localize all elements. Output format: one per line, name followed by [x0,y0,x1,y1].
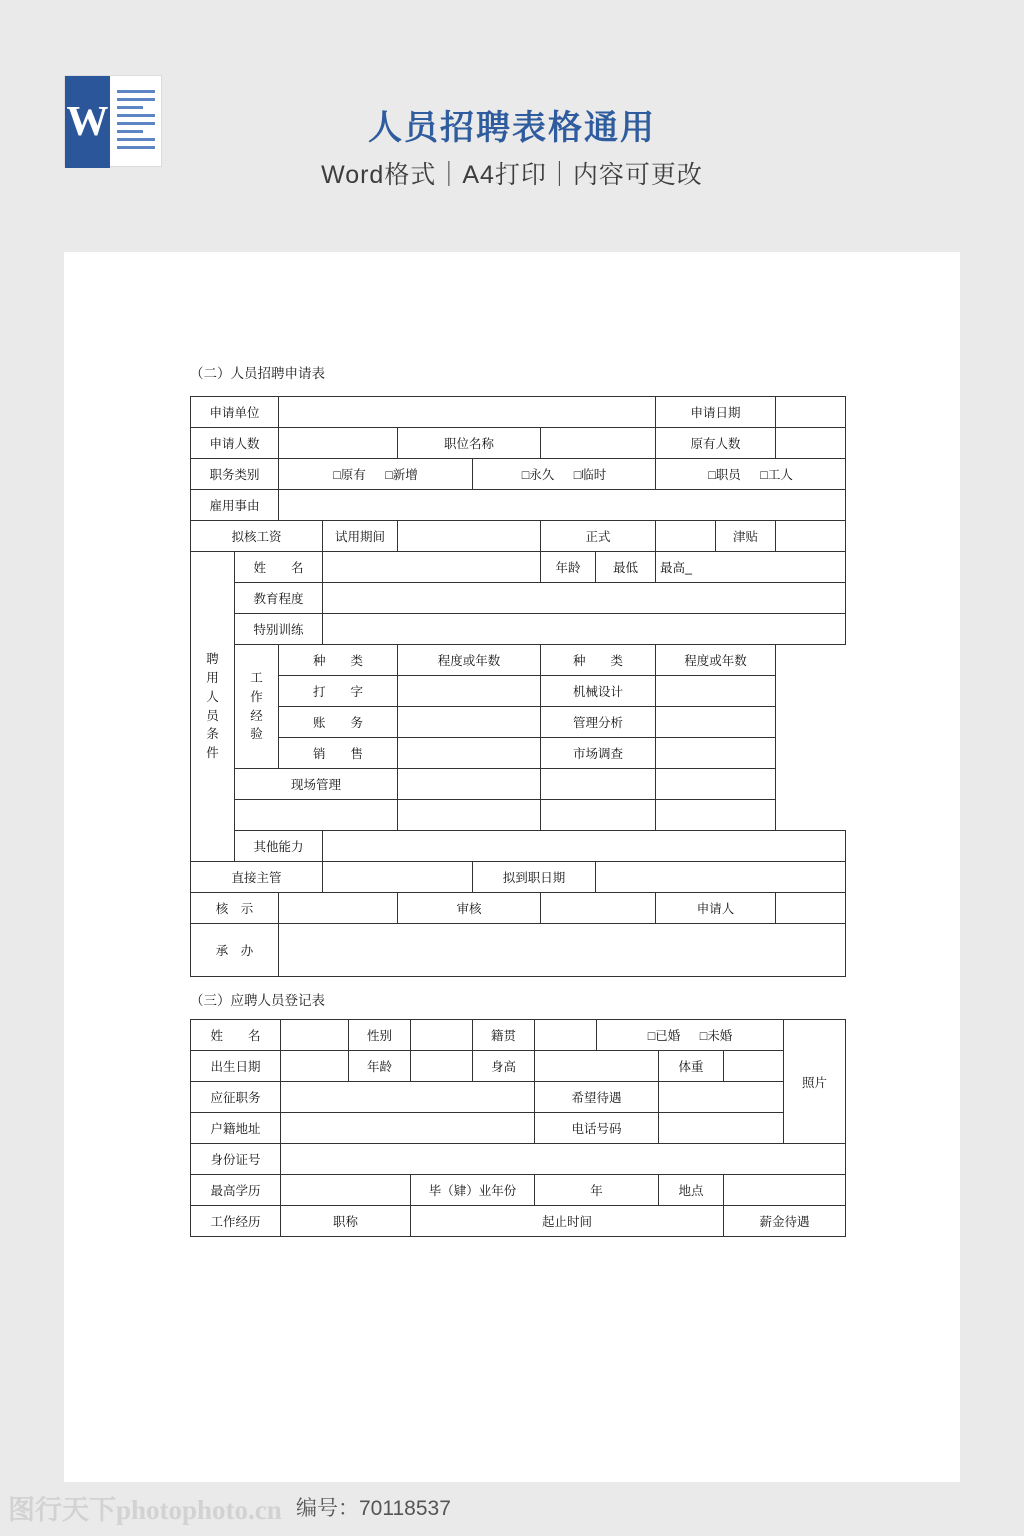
label-apply-count: 申请人数 [191,428,279,459]
applicant-registration-table [190,1019,846,1237]
label-reg-name: 姓 名 [191,1020,281,1051]
label-weight: 体重 [659,1051,724,1082]
label-expected-salary: 希望待遇 [535,1082,659,1113]
label-birth-date: 出生日期 [191,1051,281,1082]
label-gender: 性别 [349,1020,411,1051]
field-position-name[interactable] [541,428,656,459]
field-reg-age[interactable] [411,1051,473,1082]
label-apply-unit: 申请单位 [191,397,279,428]
table-row [191,583,846,614]
word-logo-letter: W [65,76,110,168]
label-direct-supervisor: 直接主管 [191,862,323,893]
field-apply-date[interactable] [776,397,846,428]
label-work-history: 工作经历 [191,1206,281,1237]
field-audit[interactable] [541,893,656,924]
field-birth-date[interactable] [281,1051,349,1082]
label-applied-position: 应征职务 [191,1082,281,1113]
table-row [191,552,846,583]
label-typing: 打 字 [279,676,398,707]
field-reg-name[interactable] [281,1020,349,1051]
table-row [191,521,846,552]
label-location: 地点 [659,1175,724,1206]
document-content [190,362,845,1237]
label-period: 起止时间 [411,1206,724,1237]
label-age-max: 最高_ [656,552,846,583]
label-highest-education: 最高学历 [191,1175,281,1206]
table-row [191,800,846,831]
checkbox-worker[interactable]: □工人 [760,468,793,482]
label-level-2: 程度或年数 [656,645,776,676]
field-height[interactable] [535,1051,659,1082]
table-row [191,1113,846,1144]
field-weight[interactable] [724,1051,784,1082]
field-extra-level-2[interactable] [656,800,776,831]
field-management-analysis[interactable] [656,707,776,738]
field-extra-row-level[interactable] [398,800,541,831]
table-row [191,769,846,800]
field-undertake[interactable] [279,924,846,977]
watermark-text: 图行天下photophoto.cn [8,1495,282,1525]
field-market-research[interactable] [656,738,776,769]
label-reg-age: 年龄 [349,1051,411,1082]
field-formal[interactable] [656,521,716,552]
field-expected-salary[interactable] [659,1082,784,1113]
label-allowance: 津贴 [716,521,776,552]
field-apply-unit[interactable] [279,397,656,428]
page-subtitle: Word格式｜A4打印｜内容可更改 [321,161,703,189]
field-sales[interactable] [398,738,541,769]
table-row [191,459,846,490]
label-sales: 销 售 [279,738,398,769]
label-audit: 审核 [398,893,541,924]
checkbox-permanent[interactable]: □永久 [521,468,555,482]
label-other-ability: 其他能力 [235,831,323,862]
label-site-management: 现场管理 [235,769,398,800]
section-title-register: （三）应聘人员登记表 [190,993,325,1008]
label-condition-vertical: 聘 用 人 员 条 件 [191,552,235,862]
label-probation-period: 试用期间 [323,521,398,552]
checkbox-existing[interactable]: □原有 [333,468,366,482]
document-page [64,252,960,1482]
label-household-address: 户籍地址 [191,1113,281,1144]
label-year-unit: 年 [535,1175,659,1206]
label-undertake: 承 办 [191,924,279,977]
field-applied-position[interactable] [281,1082,535,1113]
label-apply-date: 申请日期 [656,397,776,428]
table-row [191,924,846,977]
label-hire-reason: 雇用事由 [191,490,279,521]
image-code-label: 编号： [296,1497,359,1520]
field-typing[interactable] [398,676,541,707]
table-row [191,428,846,459]
field-name[interactable] [323,552,541,583]
label-age-min: 最低 [596,552,656,583]
label-id-number: 身份证号 [191,1144,281,1175]
field-accounting[interactable] [398,707,541,738]
field-highest-education[interactable] [281,1175,411,1206]
checkbox-new[interactable]: □新增 [385,468,418,482]
label-position-name: 职位名称 [398,428,541,459]
footer-bar [0,1482,1024,1536]
table-row [191,1206,846,1237]
field-direct-supervisor[interactable] [323,862,473,893]
table-row [191,738,846,769]
field-id-number[interactable] [281,1144,846,1175]
duty-type-group-3 [656,459,846,490]
table-row [191,893,846,924]
label-education: 教育程度 [235,583,323,614]
table-row [191,1082,846,1113]
table-row [191,831,846,862]
label-management-analysis: 管理分析 [541,707,656,738]
label-salary-treatment: 薪金待遇 [724,1206,846,1237]
field-mechanical-design[interactable] [656,676,776,707]
image-code [296,1492,451,1522]
table-row [191,614,846,645]
label-level-1: 程度或年数 [398,645,541,676]
duty-type-group-1 [279,459,473,490]
duty-type-group-2 [473,459,656,490]
table-row [191,397,846,428]
page-title: 人员招聘表格通用 [368,109,656,147]
table-row [191,1144,846,1175]
field-location[interactable] [724,1175,846,1206]
table-row [191,676,846,707]
label-height: 身高 [473,1051,535,1082]
checkbox-staff[interactable]: □职员 [708,468,741,482]
marital-status-group [597,1020,784,1051]
section-title-apply: （二）人员招聘申请表 [190,366,325,381]
label-proposed-salary: 拟核工资 [191,521,323,552]
table-row [191,1020,846,1051]
field-education[interactable] [323,583,846,614]
label-duty-type: 职务类别 [191,459,279,490]
label-market-research: 市场调查 [541,738,656,769]
table-row [191,490,846,521]
label-native-place: 籍贯 [473,1020,535,1051]
label-phone-number: 电话号码 [535,1113,659,1144]
field-extra-kind-1[interactable] [541,769,656,800]
header-banner [0,0,1024,252]
label-name: 姓 名 [235,552,323,583]
field-other-ability[interactable] [323,831,846,862]
field-extra-kind-2[interactable] [541,800,656,831]
label-work-experience-vertical: 工 作 经 验 [235,645,279,769]
field-extra-row-kind[interactable] [235,800,398,831]
field-hire-reason[interactable] [279,490,846,521]
field-apply-count[interactable] [279,428,398,459]
label-job-title: 职称 [281,1206,411,1237]
field-extra-level-1[interactable] [656,769,776,800]
label-photo: 照片 [784,1020,846,1144]
table-row [191,862,846,893]
field-allowance[interactable] [776,521,846,552]
label-review-note: 核 示 [191,893,279,924]
field-gender[interactable] [411,1020,473,1051]
table-row [191,707,846,738]
field-applicant[interactable] [776,893,846,924]
label-special-training: 特别训练 [235,614,323,645]
label-kind-1: 种 类 [279,645,398,676]
field-existing-count[interactable] [776,428,846,459]
table-row [191,1175,846,1206]
label-applicant: 申请人 [656,893,776,924]
label-formal: 正式 [541,521,656,552]
field-household-address[interactable] [281,1113,535,1144]
label-mechanical-design: 机械设计 [541,676,656,707]
table-row [191,1051,846,1082]
label-existing-count: 原有人数 [656,428,776,459]
table-row [191,645,846,676]
label-expected-start-date: 拟到职日期 [473,862,596,893]
field-native-place[interactable] [535,1020,597,1051]
field-special-training[interactable] [323,614,846,645]
label-accounting: 账 务 [279,707,398,738]
field-expected-start-date[interactable] [596,862,846,893]
label-kind-2: 种 类 [541,645,656,676]
field-phone-number[interactable] [659,1113,784,1144]
checkbox-unmarried[interactable]: □未婚 [699,1029,733,1043]
recruitment-application-table [190,396,846,977]
field-probation-period[interactable] [398,521,541,552]
field-site-management[interactable] [398,769,541,800]
label-age: 年龄 [541,552,596,583]
checkbox-temporary[interactable]: □临时 [573,468,607,482]
label-graduation-year: 毕（肄）业年份 [411,1175,535,1206]
checkbox-married[interactable]: □已婚 [647,1029,681,1043]
image-code-value: 70118537 [359,1497,451,1520]
field-review-note[interactable] [279,893,398,924]
